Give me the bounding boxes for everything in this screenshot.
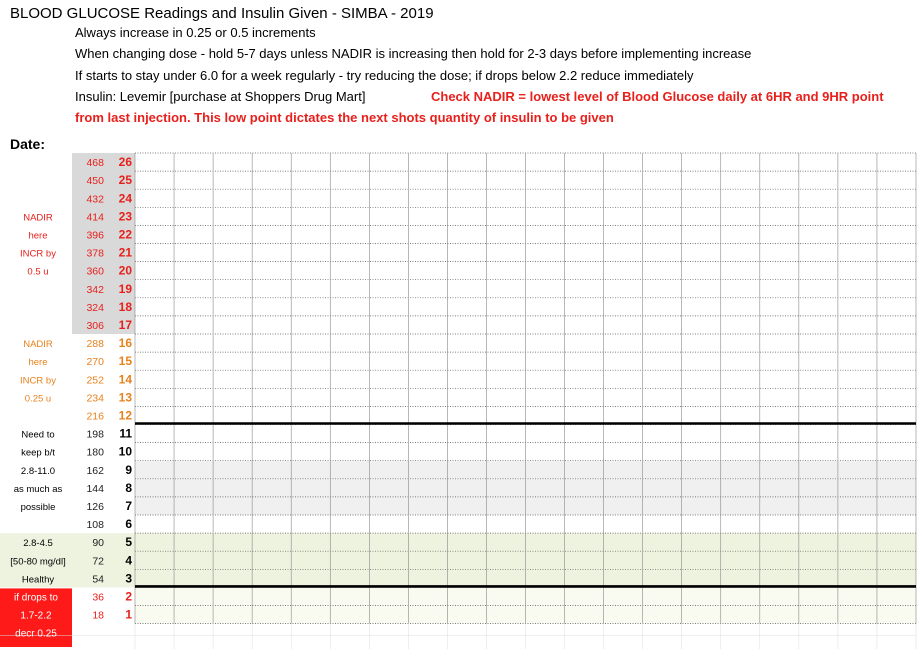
nadir-05-note: NADIR xyxy=(23,212,53,224)
mgdl-value: 216 xyxy=(86,410,104,423)
nadir-note-1: Check NADIR = lowest level of Blood Glucose daily at 6HR and 9HR point xyxy=(431,89,884,104)
mmol-value: 18 xyxy=(118,299,132,314)
nadir-025-note: NADIR xyxy=(23,339,53,351)
mgdl-value: 450 xyxy=(86,175,104,188)
mgdl-value: 234 xyxy=(86,392,104,405)
mgdl-value: 342 xyxy=(86,283,104,296)
healthy-range-band xyxy=(0,533,916,587)
mmol-value: 16 xyxy=(118,336,132,351)
mmol-value: 14 xyxy=(118,372,132,387)
mgdl-value: 144 xyxy=(86,482,104,495)
mgdl-value: 306 xyxy=(86,319,104,332)
mmol-value: 24 xyxy=(118,191,132,206)
mmol-value: 5 xyxy=(125,535,132,550)
instruction-line-2: When changing dose - hold 5-7 days unless NADIR is increasing then hold for 2-3 days before implementing increase xyxy=(75,46,752,61)
nadir-note-2: from last injection. This low point dictates the next shots quantity of insulin to be given xyxy=(75,110,614,125)
mgdl-value: 432 xyxy=(86,193,104,206)
nadir-025-note: here xyxy=(28,357,48,369)
low-warning-note: 1.7-2.2 xyxy=(20,610,52,622)
mgdl-value: 72 xyxy=(92,555,104,568)
mmol-value: 7 xyxy=(125,498,132,513)
instruction-line-3: If starts to stay under 6.0 for a week regularly - try reducing the dose; if drops below 2.2 reduce immediately xyxy=(75,68,694,83)
mmol-value: 15 xyxy=(118,354,132,369)
mgdl-value: 198 xyxy=(86,428,104,441)
mmol-value: 12 xyxy=(118,408,132,423)
mmol-value: 11 xyxy=(119,426,132,441)
mgdl-value: 108 xyxy=(86,519,104,532)
mmol-value: 17 xyxy=(118,317,132,332)
low-warning-note: if drops to xyxy=(14,592,58,604)
mgdl-value: 396 xyxy=(86,229,104,242)
insulin-line: Insulin: Levemir [purchase at Shoppers Drug Mart] xyxy=(75,89,366,104)
mgdl-value: 270 xyxy=(86,356,104,369)
keep-range-note: possible xyxy=(20,501,56,513)
keep-range-note: Need to xyxy=(21,429,55,441)
mgdl-value: 90 xyxy=(92,537,104,550)
low-warning-note: decr 0.25 xyxy=(15,628,57,640)
mgdl-value: 378 xyxy=(86,247,104,260)
instruction-line-1: Always increase in 0.25 or 0.5 increments xyxy=(75,25,316,40)
mmol-value: 19 xyxy=(118,281,132,296)
mgdl-value: 126 xyxy=(86,500,104,513)
mmol-value: 10 xyxy=(118,444,132,459)
mgdl-value: 18 xyxy=(92,609,104,622)
mgdl-value: 54 xyxy=(92,573,104,586)
healthy-range-note: 2.8-4.5 xyxy=(23,538,53,550)
healthy-range-note: [50-80 mg/dl] xyxy=(10,556,66,568)
nadir-025-note: 0.25 u xyxy=(24,393,52,405)
page-title: BLOOD GLUCOSE Readings and Insulin Given - SIMBA - 2019 xyxy=(10,5,434,22)
mmol-value: 2 xyxy=(125,589,132,604)
mmol-value: 9 xyxy=(125,462,132,477)
keep-range-note: keep b/t xyxy=(21,447,55,459)
mmol-value: 13 xyxy=(118,390,132,405)
keep-range-note: as much as xyxy=(13,483,63,495)
mmol-value: 6 xyxy=(125,517,132,532)
mmol-value: 21 xyxy=(118,245,132,260)
nadir-05-note: INCR by xyxy=(20,248,56,260)
mmol-value: 4 xyxy=(125,553,132,568)
mmol-value: 3 xyxy=(125,571,132,586)
mgdl-value: 36 xyxy=(92,591,104,604)
date-label: Date: xyxy=(10,136,46,152)
nadir-025-note: INCR by xyxy=(20,375,56,387)
mgdl-value: 252 xyxy=(86,374,104,387)
nadir-05-note: 0.5 u xyxy=(27,266,49,278)
mgdl-value: 162 xyxy=(86,464,104,477)
mmol-value: 26 xyxy=(118,155,132,170)
mgdl-value: 288 xyxy=(86,338,104,351)
mgdl-value: 468 xyxy=(86,157,104,170)
mmol-value: 25 xyxy=(118,173,132,188)
nadir-05-note: here xyxy=(28,230,48,242)
mmol-value: 23 xyxy=(118,209,132,224)
mmol-value: 22 xyxy=(118,227,132,242)
mgdl-value: 414 xyxy=(86,211,104,224)
mmol-value: 1 xyxy=(125,607,132,622)
mmol-value: 20 xyxy=(118,263,132,278)
mgdl-value: 324 xyxy=(86,301,104,314)
healthy-range-note: Healthy xyxy=(21,574,55,586)
mmol-value: 8 xyxy=(125,480,132,495)
keep-range-note: 2.8-11.0 xyxy=(20,465,56,477)
mgdl-value: 360 xyxy=(86,265,104,278)
mgdl-value: 180 xyxy=(86,446,104,459)
